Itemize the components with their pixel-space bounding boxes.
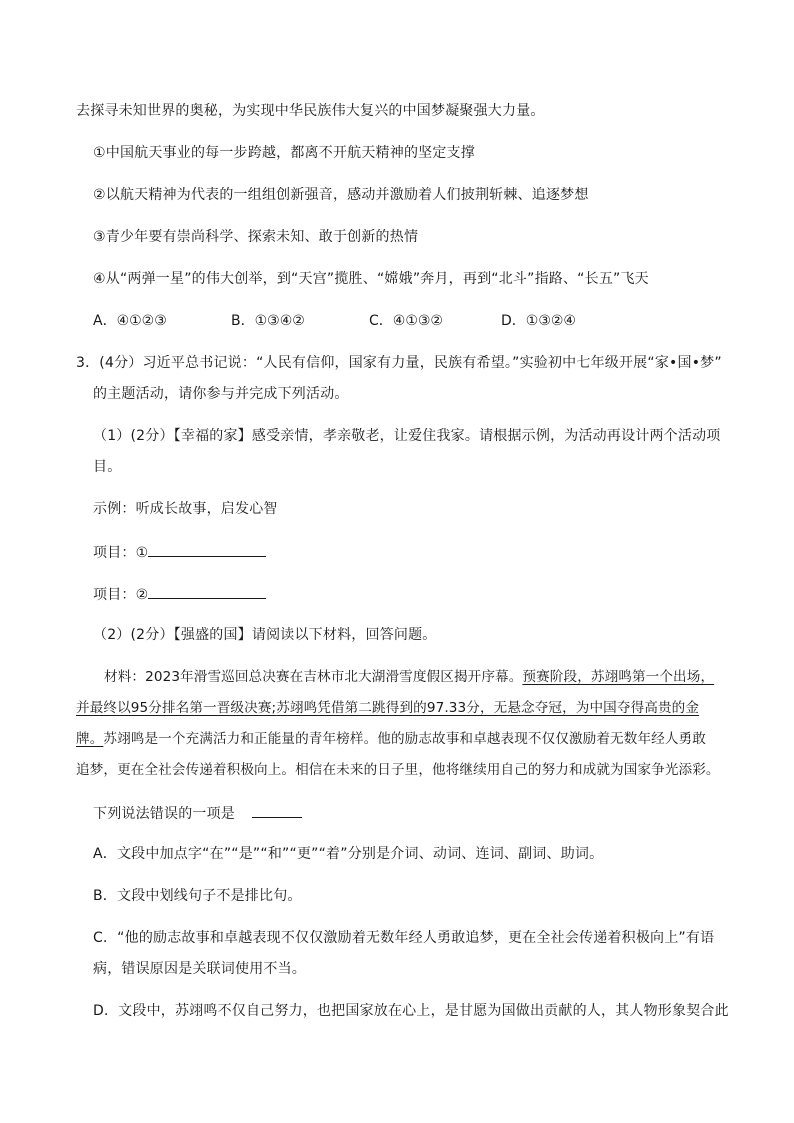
q3-option-a: A．文段中加点字“在”“是”“和”“更”“着”分别是介词、动词、连词、副词、助词。 (93, 846, 604, 862)
question-text: 下列说法错误的一项是 (93, 806, 235, 822)
q3-option-d-line-1: D．文段中，苏翊鸣不仅自己努力，也把国家放在心上，是甘愿为国做出贡献的人，其人物形象契合此 (93, 1003, 729, 1019)
project-2-answer-blank[interactable] (148, 583, 266, 599)
answer-blank[interactable] (252, 802, 302, 818)
q3-heading-line-1: 3．(4分）习近平总书记说：“人民有信仰，国家有力量，民族有希望。”实验初中七年级开展“家•国•梦” (76, 355, 722, 371)
q2-option-c: C．④①③② (369, 313, 443, 329)
q3-sub1-line-2: 目。 (93, 459, 122, 475)
material-line-3 (76, 729, 706, 749)
q3-project-2 (93, 583, 266, 605)
underlined-sentence: 并最终以95分排名第一晋级决赛; (76, 700, 277, 716)
underlined-sentence: 牌。 (76, 731, 104, 747)
project-2-label: 项目：② (93, 587, 149, 603)
material-line-2 (76, 698, 699, 718)
underlined-sentence: 预赛阶段，苏翊鸣第一个出场， (522, 669, 715, 685)
q3-heading-line-2: 的主题活动，请你参与并完成下列活动。 (93, 386, 349, 402)
q2-option-a: A．④①②③ (93, 313, 167, 329)
material-text: 苏翊鸣是一个充满活力和正能量的青年榜样。他的励志故事和卓越表现不仅仅激励着无数年经人勇敢 (103, 731, 706, 747)
q3-project-1 (93, 541, 266, 563)
q2-item-2: ②以航天精神为代表的一组组创新强音，感动并激励着人们披荆斩棘、追逐梦想 (93, 187, 589, 203)
q3-option-c-line-2: 病，错误原因是关联词使用不当。 (93, 961, 306, 977)
q3-sub2: （2）(2分）【强盛的国】请阅读以下材料，回答问题。 (93, 627, 437, 643)
q2-item-3: ③青少年要有崇尚科学、探索未知、敢于创新的热情 (93, 229, 419, 245)
project-1-answer-blank[interactable] (148, 541, 266, 557)
q2-item-4: ④从“两弹一星”的伟大创举，到“天宫”揽胜、“嫦娥”奔月，再到“北斗”指路、“长五”飞天 (93, 271, 649, 287)
material-text: 材料：2023年滑雪巡回总决赛在吉林市北大湖滑雪度假区揭开序幕。 (104, 669, 523, 685)
q3-example: 示例：听成长故事，启发心智 (93, 501, 278, 517)
project-1-label: 项目：① (93, 545, 149, 561)
q2-option-d: D．①③②④ (501, 313, 576, 329)
material-line-1 (104, 667, 714, 687)
q2-option-b: B．①③④② (231, 313, 305, 329)
q3-sub1-line-1: （1）(2分）【幸福的家】感受亲情，孝亲敬老，让爱住我家。请根据示例，为活动再设计两个活动项 (93, 428, 721, 444)
material-line-4: 追梦，更在全社会传递着积极向上。相信在未来的日子里，他将继续用自己的努力和成就为国家争光添彩。 (76, 762, 720, 778)
q3-question (93, 802, 302, 824)
q3-option-b: B．文段中划线句子不是排比句。 (93, 888, 302, 904)
q2-item-1: ①中国航天事业的每一步跨越，都离不开航天精神的坚定支撑 (93, 145, 475, 161)
q2-intro-continuation: 去探寻未知世界的奥秘，为实现中华民族伟大复兴的中国梦凝聚强大力量。 (76, 103, 545, 119)
underlined-sentence: 苏翊鸣凭借第二跳得到的97.33分，无悬念夺冠，为中国夺得高贵的金 (276, 700, 700, 716)
q3-option-c-line-1: C．“他的励志故事和卓越表现不仅仅激励着无数年经人勇敢追梦，更在全社会传递着积极向上”有语 (93, 930, 715, 946)
